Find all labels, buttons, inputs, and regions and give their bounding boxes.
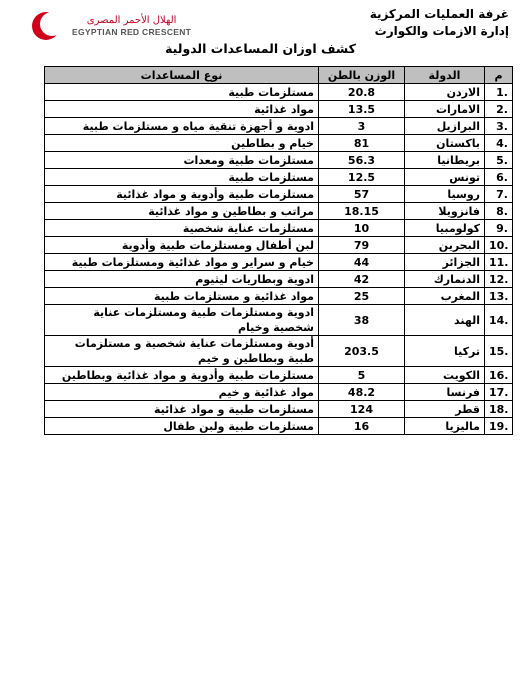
table-row	[45, 118, 513, 135]
department-heading	[339, 6, 509, 40]
table-row	[45, 418, 513, 435]
table-row	[45, 135, 513, 152]
table-row	[45, 254, 513, 271]
weight-cell: 13.5	[319, 101, 405, 118]
row-number: 15.	[485, 336, 513, 367]
row-number: 14.	[485, 305, 513, 336]
table-row	[45, 169, 513, 186]
table-row	[45, 384, 513, 401]
table-row	[45, 401, 513, 418]
country-cell: الاردن	[405, 84, 485, 101]
aid-type-cell: مواد غذائية و خيم	[45, 384, 319, 401]
country-cell: تونس	[405, 169, 485, 186]
country-cell: البحرين	[405, 237, 485, 254]
row-number: 8.	[485, 203, 513, 220]
row-number: 13.	[485, 288, 513, 305]
country-cell: باكستان	[405, 135, 485, 152]
row-number: 6.	[485, 169, 513, 186]
country-cell: الامارات	[405, 101, 485, 118]
weight-cell: 3	[319, 118, 405, 135]
country-cell: ماليزيا	[405, 418, 485, 435]
aid-type-cell: أدوية ومستلزمات عناية شخصية و مستلزمات طبية وبطاطين و خيم	[45, 336, 319, 367]
country-cell: قطر	[405, 401, 485, 418]
table-row	[45, 220, 513, 237]
table-row	[45, 305, 513, 336]
weight-cell: 56.3	[319, 152, 405, 169]
country-cell: فرنسا	[405, 384, 485, 401]
aid-type-cell: خيام و بطاطين	[45, 135, 319, 152]
aid-type-cell: مستلزمات طبية ولبن طفال	[45, 418, 319, 435]
aid-type-cell: مستلزمات طبية و مواد غذائية	[45, 401, 319, 418]
country-cell: تركيا	[405, 336, 485, 367]
logo-text	[72, 14, 191, 38]
aid-type-cell: مستلزمات طبية	[45, 169, 319, 186]
row-number: 5.	[485, 152, 513, 169]
dept-line-2: إدارة الازمات والكوارث	[374, 24, 509, 38]
weight-cell: 124	[319, 401, 405, 418]
aid-type-cell: لبن أطفال ومستلزمات طبية وأدوية	[45, 237, 319, 254]
header-country: الدولة	[405, 67, 485, 84]
country-cell: البرازيل	[405, 118, 485, 135]
table-row	[45, 237, 513, 254]
weight-cell: 57	[319, 186, 405, 203]
weight-cell: 16	[319, 418, 405, 435]
table-row	[45, 152, 513, 169]
row-number: 7.	[485, 186, 513, 203]
country-cell: روسيا	[405, 186, 485, 203]
table-row	[45, 84, 513, 101]
aid-type-cell: ادوية وبطاريات ليثيوم	[45, 271, 319, 288]
row-number: 4.	[485, 135, 513, 152]
crescent-icon	[30, 10, 68, 42]
country-cell: الهند	[405, 305, 485, 336]
table-body	[45, 84, 513, 435]
aid-type-cell: مستلزمات طبية وأدوية و مواد غذائية وبطاطين	[45, 367, 319, 384]
weight-cell: 12.5	[319, 169, 405, 186]
logo-arabic-name: الهلال الأحمر المصرى	[86, 15, 177, 26]
table-row	[45, 336, 513, 367]
weight-cell: 42	[319, 271, 405, 288]
table-row	[45, 271, 513, 288]
logo	[30, 8, 191, 44]
row-number: 10.	[485, 237, 513, 254]
table-row	[45, 186, 513, 203]
aid-type-cell: مستلزمات طبية ومعدات	[45, 152, 319, 169]
row-number: 11.	[485, 254, 513, 271]
row-number: 19.	[485, 418, 513, 435]
row-number: 18.	[485, 401, 513, 418]
header-weight: الوزن بالطن	[319, 67, 405, 84]
header-num: م	[485, 67, 513, 84]
header-type: نوع المساعدات	[45, 67, 319, 84]
aid-type-cell: خيام و سراير و مواد غذائية ومستلزمات طبية	[45, 254, 319, 271]
row-number: 3.	[485, 118, 513, 135]
table-row	[45, 101, 513, 118]
row-number: 16.	[485, 367, 513, 384]
aid-type-cell: مواد غذائية و مستلزمات طبية	[45, 288, 319, 305]
aid-type-cell: مستلزمات عناية شخصية	[45, 220, 319, 237]
table-row	[45, 203, 513, 220]
weight-cell: 20.8	[319, 84, 405, 101]
country-cell: الدنمارك	[405, 271, 485, 288]
weight-cell: 38	[319, 305, 405, 336]
country-cell: المغرب	[405, 288, 485, 305]
row-number: 2.	[485, 101, 513, 118]
weight-cell: 79	[319, 237, 405, 254]
weight-cell: 25	[319, 288, 405, 305]
weight-cell: 81	[319, 135, 405, 152]
weight-cell: 48.2	[319, 384, 405, 401]
weight-cell: 203.5	[319, 336, 405, 367]
logo-english-name: EGYPTIAN RED CRESCENT	[72, 27, 192, 37]
aid-type-cell: مواد غذائية	[45, 101, 319, 118]
country-cell: الكويت	[405, 367, 485, 384]
row-number: 12.	[485, 271, 513, 288]
row-number: 1.	[485, 84, 513, 101]
table-row	[45, 288, 513, 305]
aid-type-cell: ادوية و أجهزة تنقية مياه و مستلزمات طبية	[45, 118, 319, 135]
country-cell: كولومبيا	[405, 220, 485, 237]
country-cell: الجزائر	[405, 254, 485, 271]
table-header-row	[45, 67, 513, 84]
table-row	[45, 367, 513, 384]
document-title: كشف اوزان المساعدات الدولية	[165, 41, 356, 56]
aid-table	[44, 66, 513, 435]
row-number: 9.	[485, 220, 513, 237]
row-number: 17.	[485, 384, 513, 401]
weight-cell: 18.15	[319, 203, 405, 220]
weight-cell: 44	[319, 254, 405, 271]
weight-cell: 10	[319, 220, 405, 237]
aid-type-cell: مراتب و بطاطين و مواد غذائية	[45, 203, 319, 220]
aid-type-cell: ادوية ومستلزمات طبية ومستلزمات عناية شخصية وخيام	[45, 305, 319, 336]
aid-type-cell: مستلزمات طبية وأدوية و مواد غذائية	[45, 186, 319, 203]
aid-type-cell: مستلزمات طبية	[45, 84, 319, 101]
weight-cell: 5	[319, 367, 405, 384]
country-cell: فانزويلا	[405, 203, 485, 220]
dept-line-1: غرفة العمليات المركزية	[369, 7, 509, 21]
country-cell: بريطانيا	[405, 152, 485, 169]
